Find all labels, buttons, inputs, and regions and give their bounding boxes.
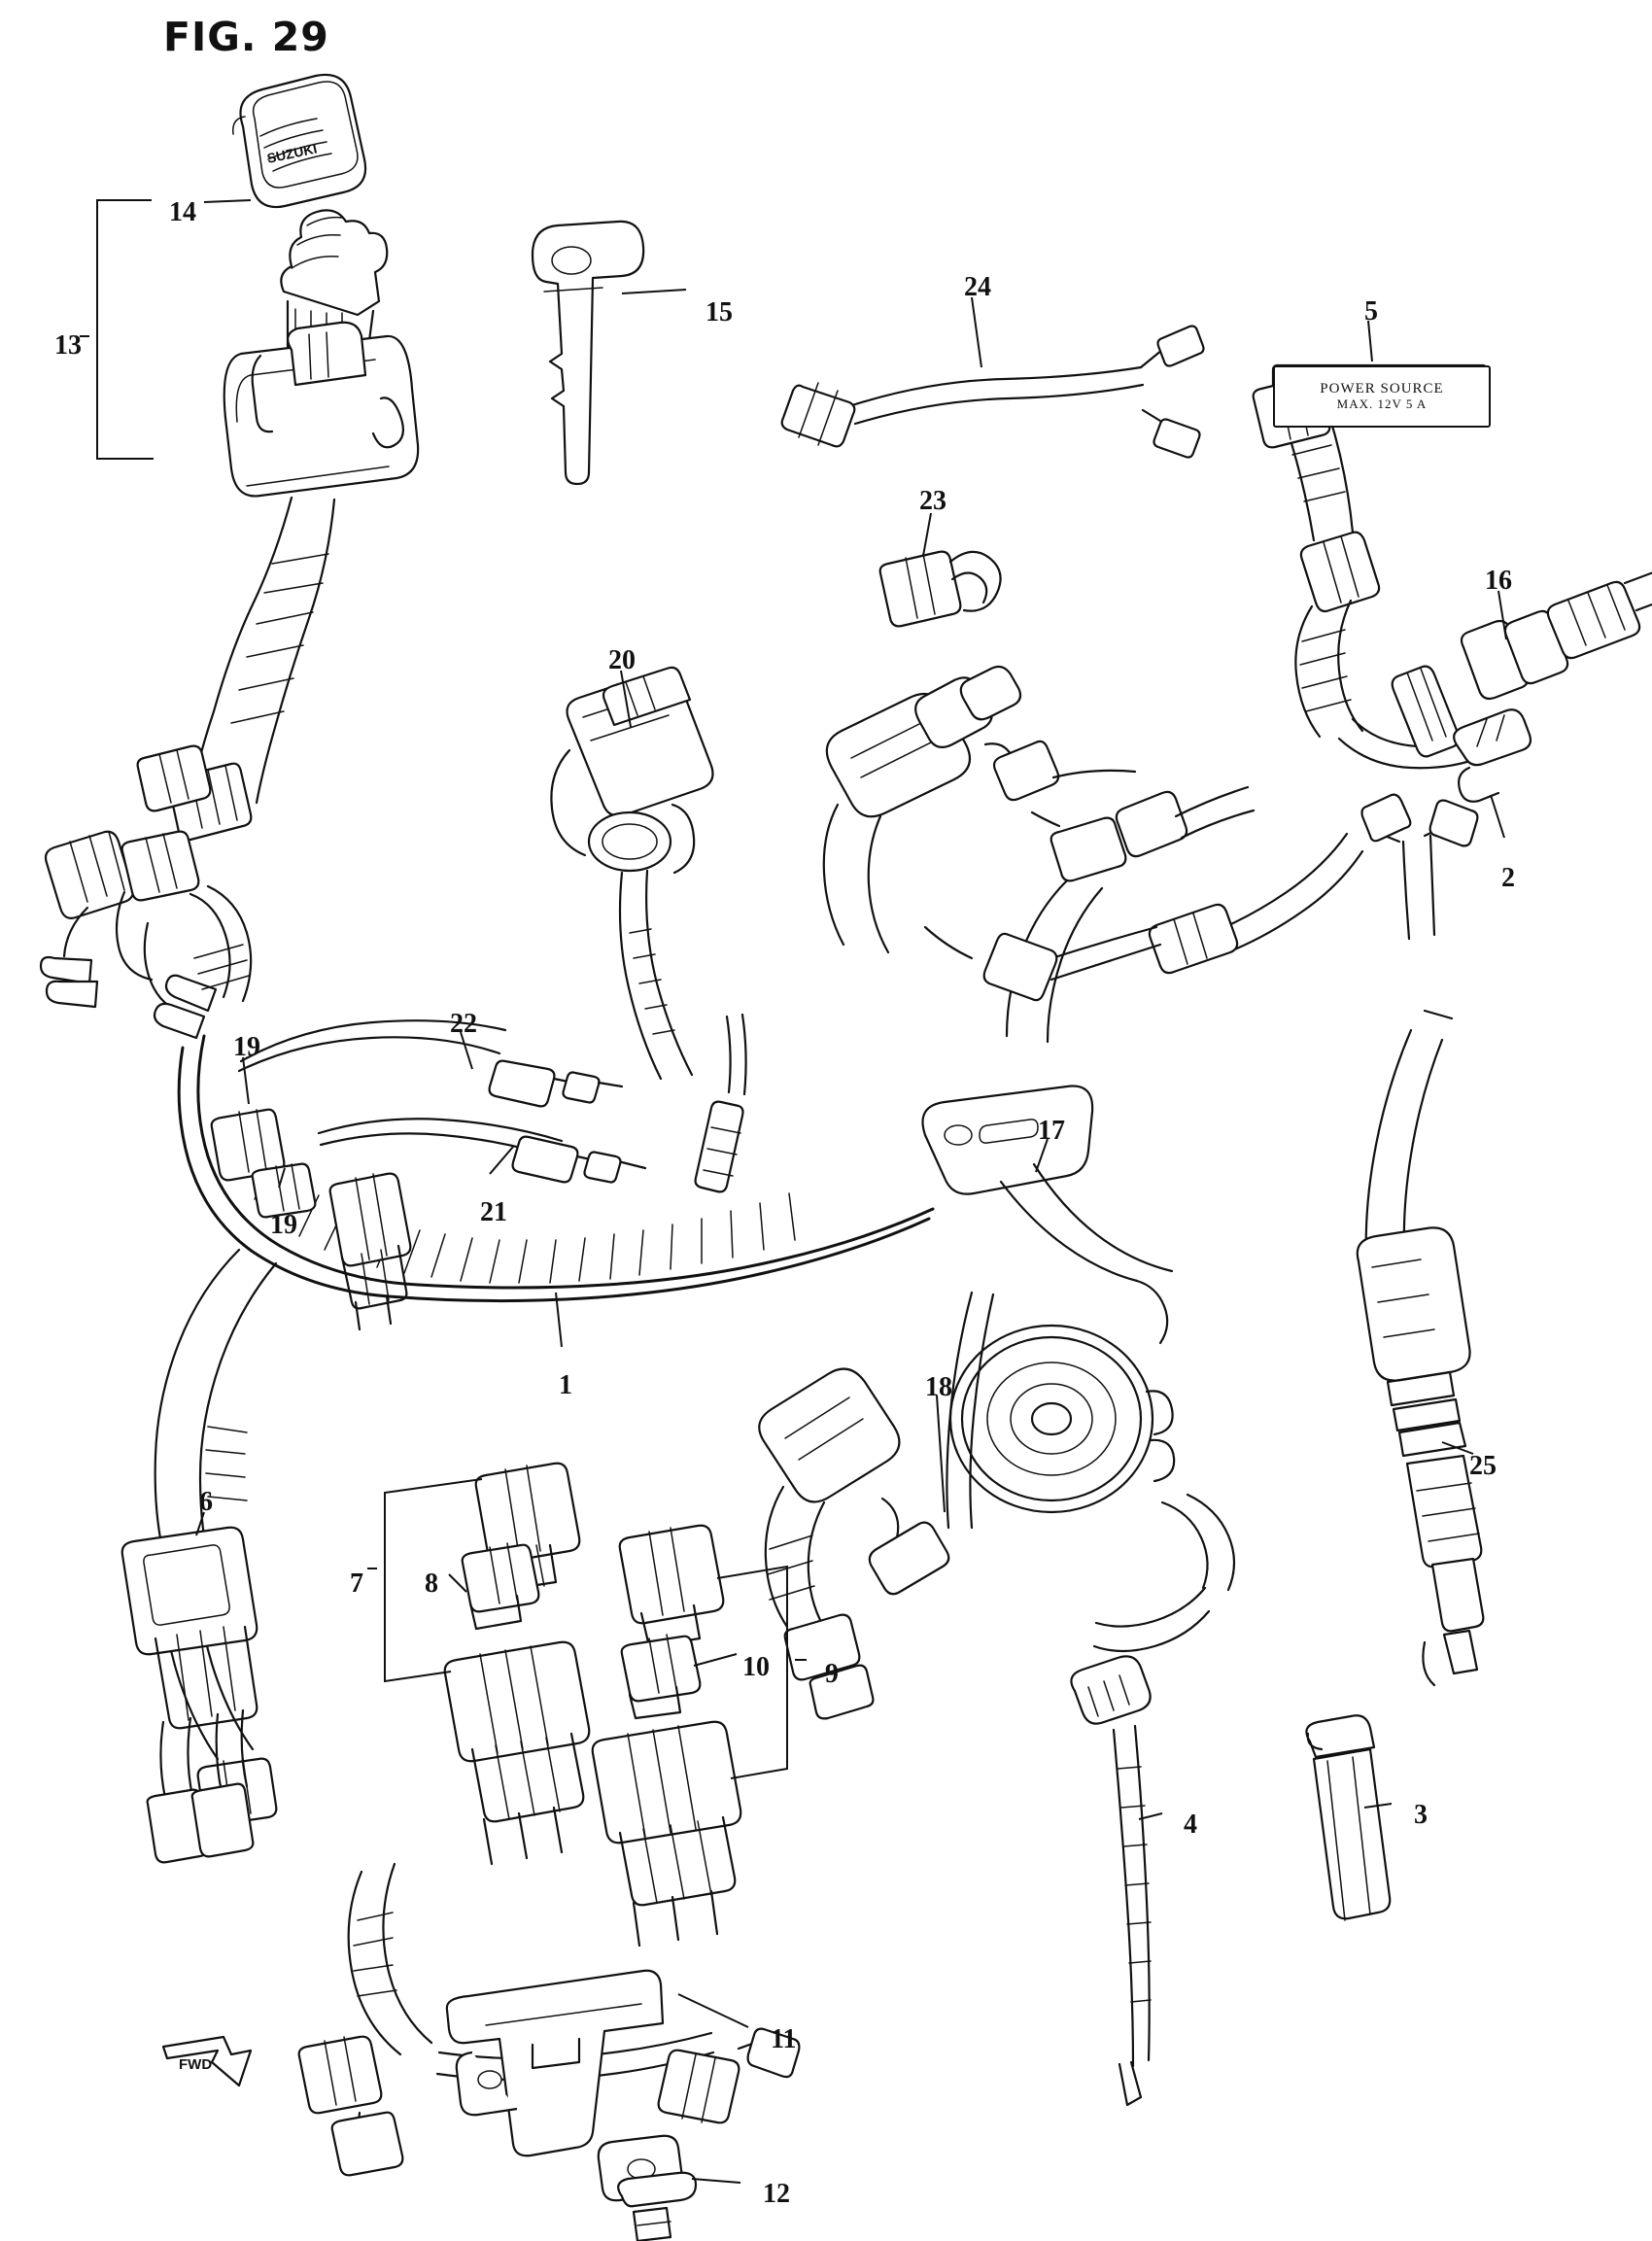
handlebar-switch-part-20 — [551, 668, 712, 1079]
lead-wire-part-22 — [239, 1015, 746, 1191]
callout-19-upper: 19 — [233, 1032, 260, 1062]
connector-part-23 — [880, 552, 1001, 627]
callout-15: 15 — [706, 297, 733, 328]
callout-19-lower: 19 — [270, 1210, 297, 1240]
bracket-part-11 — [447, 1971, 682, 2200]
callout-18: 18 — [925, 1372, 952, 1402]
svg-text:SUZUKI: SUZUKI — [265, 140, 319, 166]
ignition-key-part-15 — [533, 222, 643, 484]
power-source-label-line2: MAX. 12V 5 A — [1336, 396, 1428, 412]
fuse-part-8 — [463, 1543, 539, 1629]
callout-6: 6 — [199, 1487, 213, 1517]
clamp-part-2 — [1454, 709, 1531, 802]
connector-part-6 — [122, 1528, 258, 1863]
lead-wire-part-24 — [782, 327, 1204, 458]
relay-block-part-9 — [593, 1722, 741, 1946]
relay-block-part-7b — [445, 1642, 590, 1864]
spark-plug-part-25 — [1358, 795, 1484, 1685]
fwd-direction-label: FWD — [179, 2056, 213, 2073]
callout-23: 23 — [919, 486, 946, 516]
callout-13: 13 — [54, 330, 82, 361]
callout-17: 17 — [1038, 1116, 1065, 1146]
callout-22: 22 — [450, 1009, 477, 1039]
callout-5: 5 — [1364, 296, 1378, 327]
callout-4: 4 — [1184, 1810, 1197, 1840]
relay-part-10 — [620, 1526, 724, 1718]
ignition-switch-cap-part-14 — [233, 75, 365, 207]
bolt-part-12 — [618, 2173, 696, 2241]
callout-8: 8 — [425, 1569, 438, 1599]
callout-3: 3 — [1414, 1800, 1428, 1830]
clip-part-3 — [1306, 1715, 1390, 1920]
callout-25: 25 — [1469, 1451, 1497, 1481]
multi-pin-connector-part-21 — [330, 1174, 411, 1329]
ignition-switch-body-part-13 — [224, 210, 418, 496]
callout-16: 16 — [1485, 566, 1512, 596]
callout-9: 9 — [825, 1659, 839, 1689]
horn-part-18 — [950, 1326, 1234, 1651]
callout-2: 2 — [1501, 863, 1515, 893]
harness-right-branch — [925, 834, 1362, 1000]
callout-24: 24 — [964, 272, 991, 302]
callout-11: 11 — [771, 2024, 797, 2054]
power-source-label-line1: POWER SOURCE — [1320, 381, 1444, 397]
figure-title: FIG. 29 — [163, 14, 329, 60]
callout-7: 7 — [350, 1569, 363, 1599]
callout-21: 21 — [480, 1197, 507, 1227]
right-harness-part-16 — [1254, 377, 1652, 769]
callout-1: 1 — [559, 1370, 572, 1400]
callout-20: 20 — [608, 645, 636, 675]
cable-tie-part-4 — [1071, 1656, 1151, 2105]
callout-12: 12 — [763, 2179, 790, 2209]
callout-10: 10 — [742, 1652, 770, 1682]
power-source-label-part-5 — [1273, 365, 1491, 428]
callout-14: 14 — [169, 197, 196, 227]
